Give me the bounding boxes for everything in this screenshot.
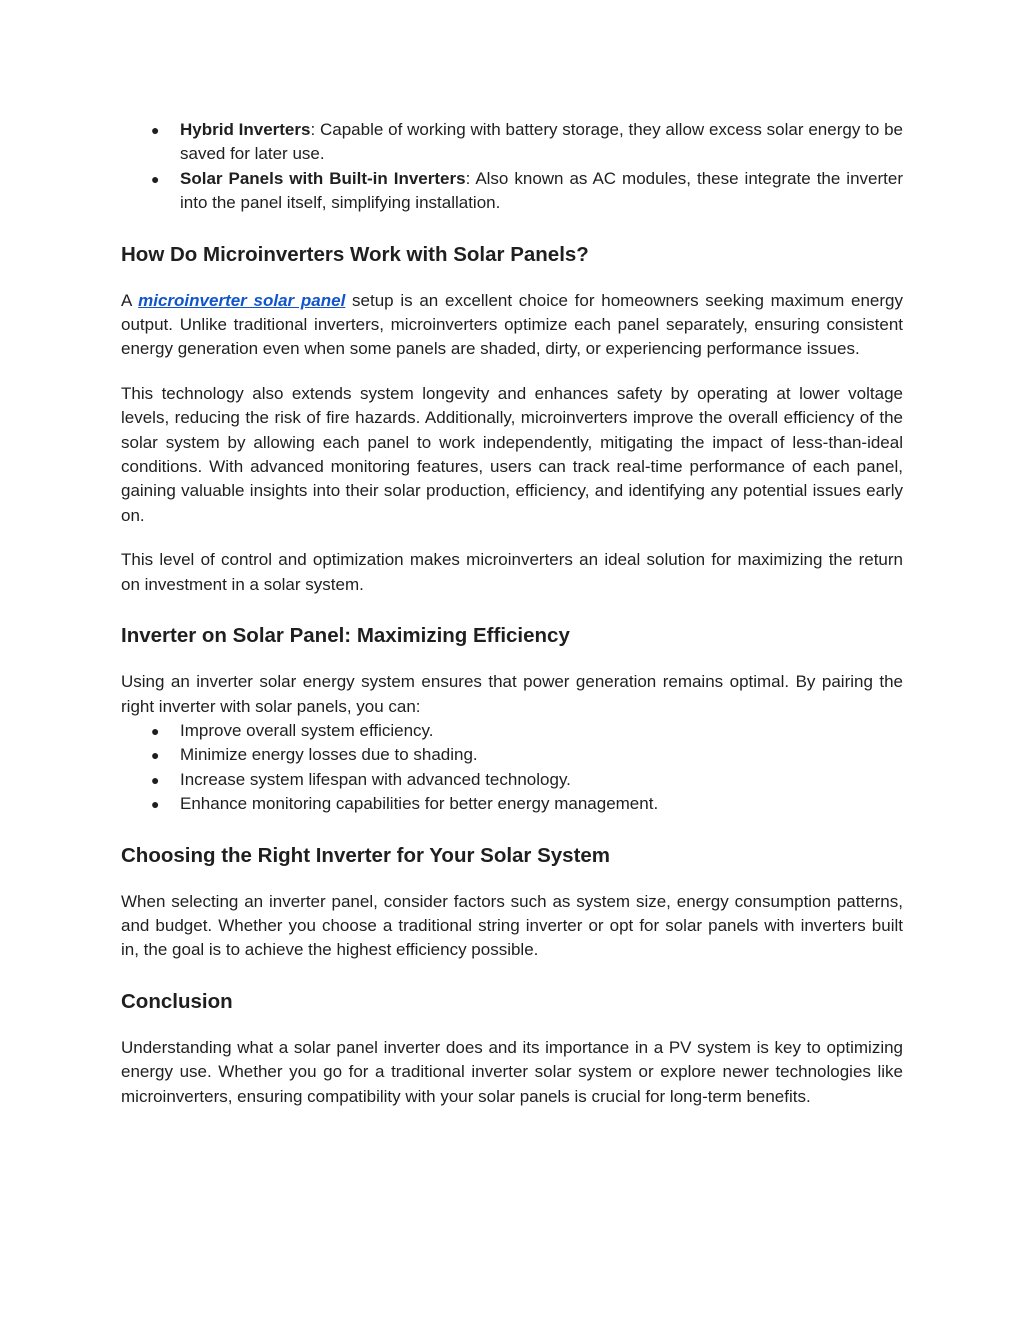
paragraph: Using an inverter solar energy system ensures that power generation remains optimal. By pairing the right inverter with solar panels, you can: xyxy=(121,672,903,716)
list-item xyxy=(121,167,903,216)
paragraph: This level of control and optimization makes microinverters an ideal solution for maximizing the return on investment in a solar system. xyxy=(121,550,903,594)
bullet-icon: ● xyxy=(151,722,160,739)
paragraph-prefix: A xyxy=(121,290,139,310)
section-heading-conclusion: Conclusion xyxy=(121,989,233,1013)
microinverter-solar-panel-link[interactable]: microinverter solar panel xyxy=(138,290,346,310)
list-item-text: Enhance monitoring capabilities for better energy management. xyxy=(180,794,659,814)
list-item xyxy=(121,768,903,792)
paragraph: When selecting an inverter panel, consider factors such as system size, energy consumption patterns, and budget. Whether you choose a traditional string inverter or opt for solar panels with inverters built in, the goal is to achieve the highest efficiency possible. xyxy=(121,891,903,960)
list-item xyxy=(121,792,903,816)
bullet-icon: ● xyxy=(151,122,160,138)
list-item-term: Solar Panels with Built-in Inverters xyxy=(180,168,466,188)
section-heading-maximizing-efficiency: Inverter on Solar Panel: Maximizing Efficiency xyxy=(121,624,570,648)
list-item-text: : Also known as AC modules, these integrate the inverter into the panel itself, simplifying installation. xyxy=(180,168,903,213)
bullet-icon: ● xyxy=(151,796,160,813)
list-item xyxy=(121,118,903,167)
paragraph: Understanding what a solar panel inverter does and its importance in a PV system is key to optimizing energy use. Whether you go for a traditional inverter solar system or explore newer technologies like microinverters, ensuring compatibility with your solar panels is crucial for long-term benefits. xyxy=(121,1037,903,1106)
bullet-icon: ● xyxy=(151,747,160,764)
list-item-text: Increase system lifespan with advanced technology. xyxy=(180,769,571,789)
list-item-text: : Capable of working with battery storage, they allow excess solar energy to be saved for later use. xyxy=(180,120,904,164)
document-page xyxy=(121,118,903,1109)
section-heading-choosing-inverter: Choosing the Right Inverter for Your Solar System xyxy=(121,843,611,867)
bullet-icon: ● xyxy=(151,170,160,187)
paragraph-text: setup is an excellent choice for homeowners seeking maximum energy output. Unlike traditional inverters, microinverters optimize each panel separately, ensuring consistent energy generation even when some panels are shaded, dirty, or experiencing performance issues. xyxy=(121,290,904,359)
list-item-text: Improve overall system efficiency. xyxy=(180,720,434,740)
bullet-icon: ● xyxy=(151,771,160,788)
benefits-list xyxy=(121,719,903,817)
section-heading-microinverters: How Do Microinverters Work with Solar Panels? xyxy=(121,242,589,266)
list-item-text: Minimize energy losses due to shading. xyxy=(180,745,478,765)
list-item-term: Hybrid Inverters xyxy=(180,120,311,139)
list-item xyxy=(121,743,903,767)
inverter-types-list xyxy=(121,118,903,216)
paragraph: This technology also extends system longevity and enhances safety by operating at lower voltage levels, reducing the risk of fire hazards. Additionally, microinverters improve the overall efficiency of the solar system by allowing each panel to work independently, mitigating the impact of less-than-ideal conditions. With advanced monitoring features, users can track real-time performance of each panel, gaining valuable insights into their solar production, efficiency, and identifying any potential issues early on. xyxy=(121,383,903,525)
paragraph xyxy=(121,289,903,362)
list-item xyxy=(121,719,903,743)
